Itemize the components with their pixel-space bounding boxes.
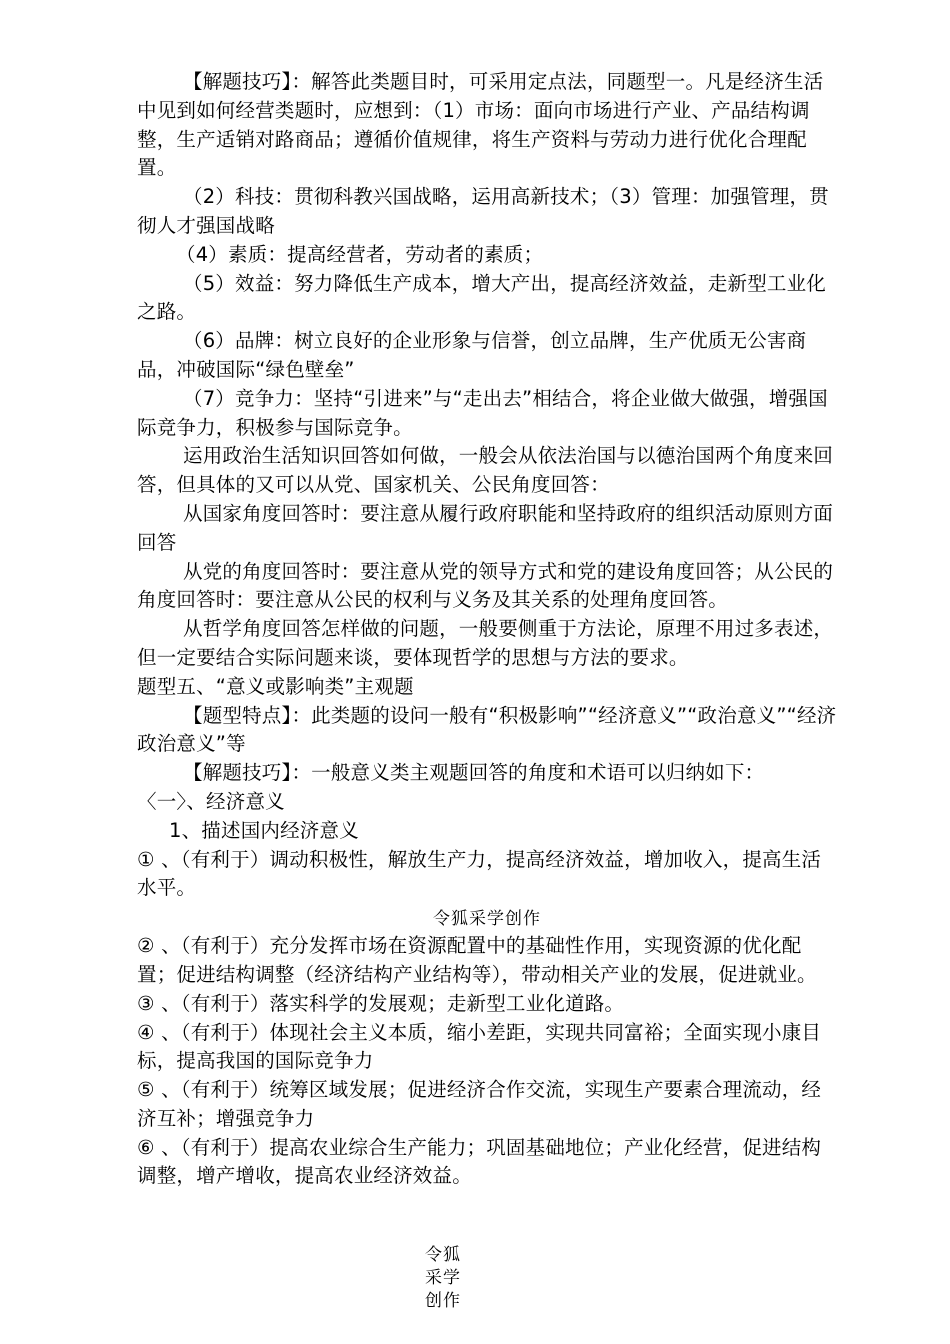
paragraph-tips-business: 【解题技巧】：解答此类题目时，可采用定点法，同题型一。凡是经济生活中见到如何经营类题时，应想到：（1）市场：面向市场进行产业、产品结构调整，生产适销对路商品；遵循价值规律，将生产资料与劳动力进行优化合理配置。 [137,70,824,180]
list-item-5: ⑤ 、（有利于）统筹区域发展；促进经济合作交流，实现生产要素合理流动，经济互补；增强竞争力 [137,1078,822,1130]
paragraph-type-features: 【题型特点】：此类题的设问一般有“积极影响”“经济意义”“政治意义”“经济政治意义”等 [137,703,837,756]
list-item-6: ⑥ 、（有利于）提高农业综合生产能力；巩固基础地位；产业化经营，促进结构调整，增产增收，提高农业经济效益。 [137,1135,822,1188]
paragraph-tech-management: （2）科技：贯彻科教兴国战略，运用高新技术；（3）管理：加强管理，贯彻人才强国战略 [137,185,829,237]
watermark-bottom: 令狐采学创作 [425,1245,461,1311]
subheading-domestic-economic: 1、描述国内经济意义 [169,818,359,842]
watermark-inline: 令狐采学创作 [433,909,541,930]
paragraph-brand: （6）品牌：树立良好的企业形象与信誉，创立品牌，生产优质无公害商品，冲破国际“绿色壁垒” [137,329,807,381]
document-body [137,68,837,1191]
section-heading-type5: 题型五、“意义或影响类”主观题 [137,674,414,698]
paragraph-politics-how: 运用政治生活知识回答如何做，一般会从依法治国与以德治国两个角度来回答，但具体的又可以从党、国家机关、公民角度回答： [137,444,834,497]
paragraph-efficiency: （5）效益：努力降低生产成本，增大产出，提高经济效益，走新型工业化之路。 [137,271,827,324]
list-item-3: ③ 、（有利于）落实科学的发展观；走新型工业化道路。 [137,991,625,1015]
paragraph-philosophy-angle: 从哲学角度回答怎样做的问题，一般要侧重于方法论，原理不用过多表述，但一定要结合实际问题来谈，要体现哲学的思想与方法的要求。 [137,617,834,669]
subheading-economic-significance: 〈一〉、经济意义 [137,789,285,813]
paragraph-state-angle: 从国家角度回答时：要注意从履行政府职能和坚持政府的组织活动原则方面回答 [137,501,834,554]
list-item-1: ① 、（有利于）调动积极性，解放生产力，提高经济效益，增加收入，提高生活水平。 [137,847,822,900]
paragraph-tips-significance: 【解题技巧】：一般意义类主观题回答的角度和术语可以归纳如下： [183,761,765,785]
list-item-4: ④ 、（有利于）体现社会主义本质，缩小差距，实现共同富裕；全面实现小康目标，提高我国的国际竞争力 [137,1020,822,1073]
list-item-2: ② 、（有利于）充分发挥市场在资源配置中的基础性作用，实现资源的优化配置；促进结构调整（经济结构产业结构等），带动相关产业的发展，促进就业。 [137,934,817,986]
paragraph-quality: （4）素质：提高经营者，劳动者的素质； [176,242,544,266]
paragraph-party-citizen-angle: 从党的角度回答时：要注意从党的领导方式和党的建设角度回答；从公民的角度回答时：要注意从公民的权利与义务及其关系的处理角度回答。 [137,559,834,612]
paragraph-competitiveness: （7）竞争力：坚持“引进来”与“走出去”相结合，将企业做大做强，增强国际竞争力，积极参与国际竞争。 [137,386,828,439]
